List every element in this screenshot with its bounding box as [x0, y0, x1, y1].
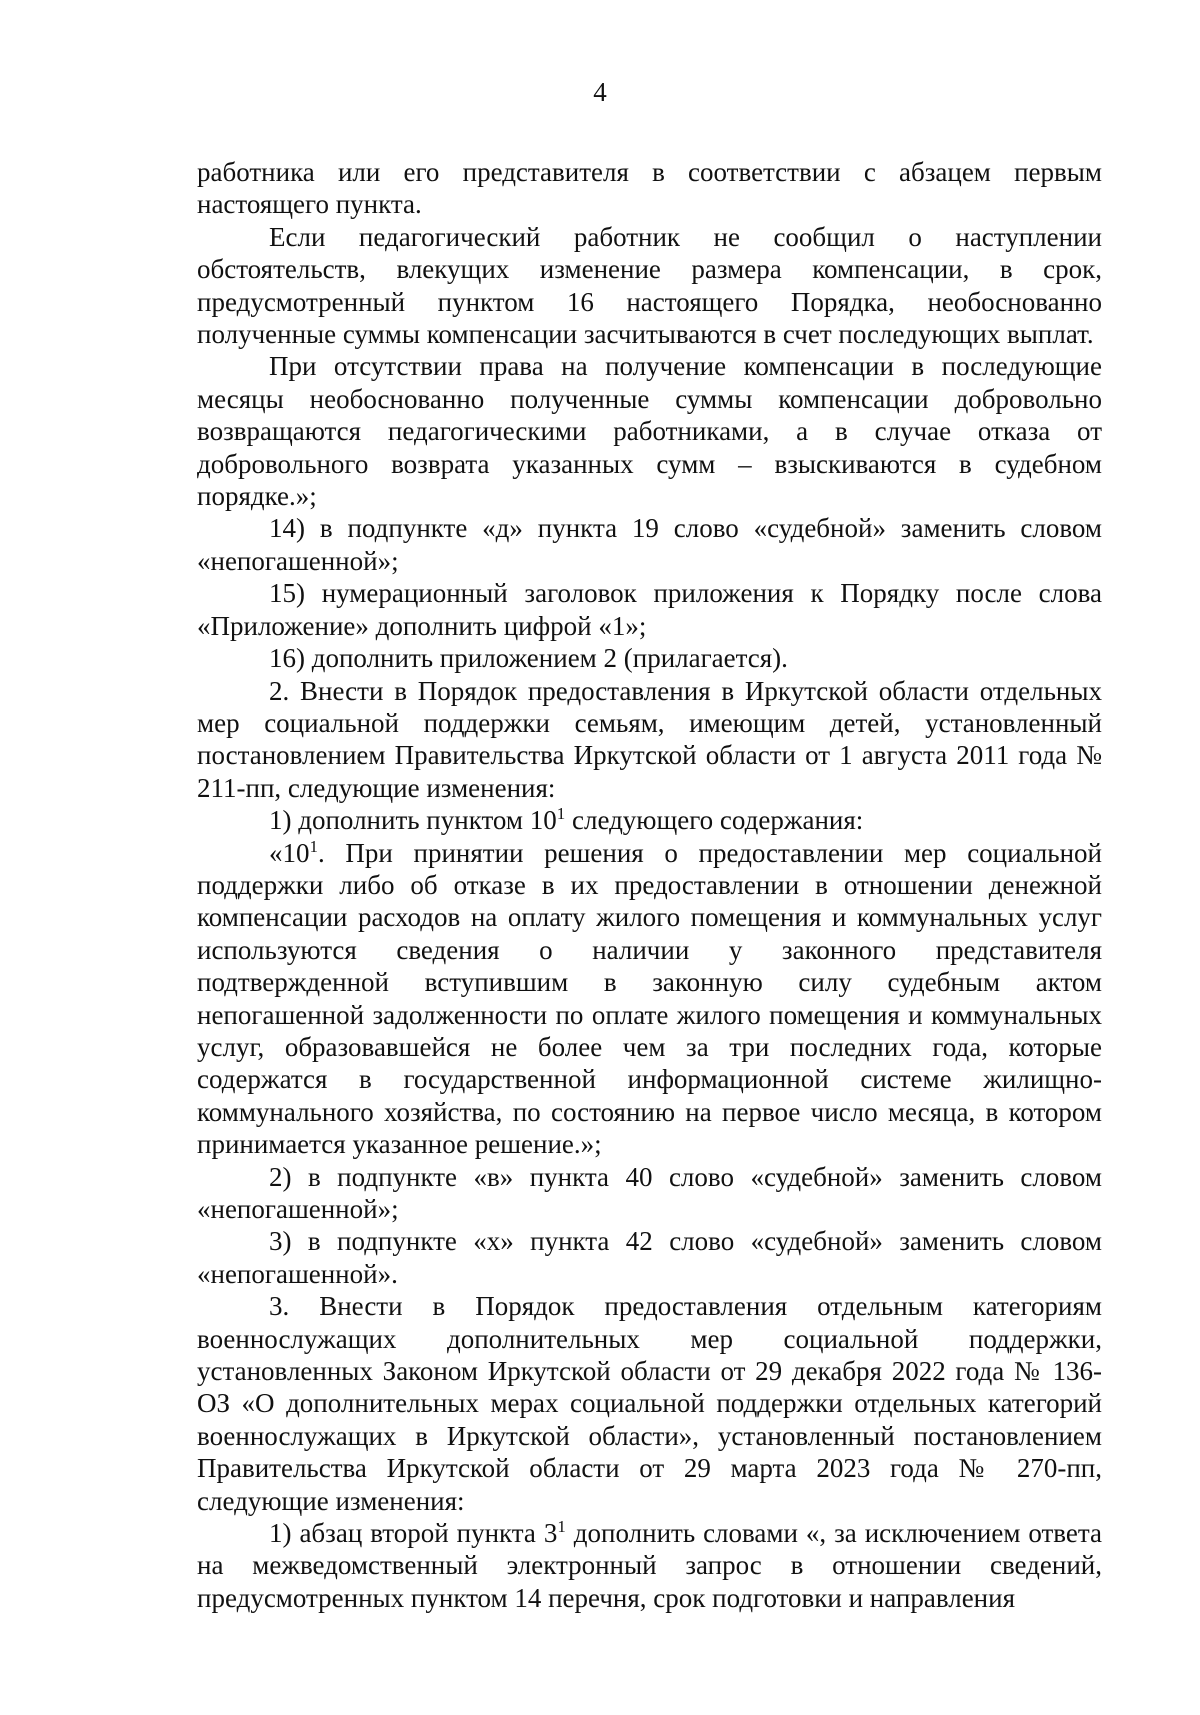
text-fragment: «10 [269, 837, 310, 868]
paragraph-section-2-item-3: 3) в подпункте «х» пункта 42 слово «судебной» заменить словом «непогашенной». [197, 1226, 1102, 1289]
paragraph-item-15: 15) нумерационный заголовок приложения к Порядку после слова «Приложение» дополнить цифрой «1»; [197, 578, 1102, 641]
paragraph-item-16: 16) дополнить приложением 2 (прилагается). [269, 643, 788, 674]
text-fragment: 1) абзац второй пункта 3 [269, 1518, 558, 1549]
page-number: 4 [593, 77, 607, 107]
text-fragment: 1) дополнить пунктом 10 [269, 805, 557, 836]
paragraph-voluntary-return: При отсутствии права на получение компенсации в последующие месяцы необоснованно полученные суммы компенсации добровольно возвращаются педагогическими работниками, а в случае отказа от добровольного возврата указанных сумм – взыскиваются в судебном порядке.»; [197, 351, 1102, 512]
text-fragment: следующего содержания: [565, 805, 864, 836]
paragraph-section-2-item-2: 2) в подпункте «в» пункта 40 слово «судебной» заменить словом «непогашенной»; [197, 1161, 1102, 1224]
document-body [197, 156, 1102, 1614]
paragraph-no-notice-offset: Если педагогический работник не сообщил о наступлении обстоятельств, влекущих изменение размера компенсации, в срок, предусмотренный пунктом 16 настоящего Порядка, необоснованно полученные суммы компенсации засчитываются в счет последующих выплат. [197, 221, 1102, 350]
superscript: 1 [309, 836, 318, 856]
text-fragment: . При принятии решения о предоставлении мер социальной поддержки либо об отказе в их предоставлении в отношении денежной компенсации расходов на оплату жилого помещения и коммунальных услуг используются сведения о наличии у законного представителя подтвержденной вступившим в законную силу судебным актом непогашенной задолженности по оплате жилого помещения и коммунальных услуг, образовавшейся не более чем за три последних года, которые содержатся в государственной информационной системе жилищно-коммунального хозяйства, по состоянию на первое число месяца, в котором принимается указанное решение.»; [197, 837, 1102, 1160]
superscript: 1 [557, 1517, 566, 1537]
paragraph-continuation: работника или его представителя в соответствии с абзацем первым настоящего пункта. [197, 157, 1102, 220]
paragraph-point-10-1 [197, 837, 1102, 1161]
text-fragment: дополнить словами «, за исключением ответа на межведомственный электронный запрос в отношении сведений, предусмотренных пунктом 14 перечня, срок подготовки и направления [197, 1518, 1102, 1613]
paragraph-section-3-item-1 [197, 1517, 1102, 1614]
paragraph-section-2-item-1 [197, 804, 1102, 836]
superscript: 1 [556, 804, 566, 824]
paragraph-item-14: 14) в подпункте «д» пункта 19 слово «судебной» заменить словом «непогашенной»; [197, 513, 1102, 576]
paragraph-section-2: 2. Внести в Порядок предоставления в Иркутской области отдельных мер социальной поддержки семьям, имеющим детей, установленный постановлением Правительства Иркутской области от 1 августа 2011 года № 211-пп, следующие изменения: [197, 675, 1102, 803]
paragraph-section-3: 3. Внести в Порядок предоставления отдельным категориям военнослужащих дополнительных мер социальной поддержки, установленных Законом Иркутской области от 29 декабря 2022 года № 136-ОЗ «О дополнительных мерах социальной поддержки отдельных категорий военнослужащих в Иркутской области», установленный постановлением Правительства Иркутской области от 29 марта 2023 года № 270-пп, следующие изменения: [197, 1291, 1102, 1516]
